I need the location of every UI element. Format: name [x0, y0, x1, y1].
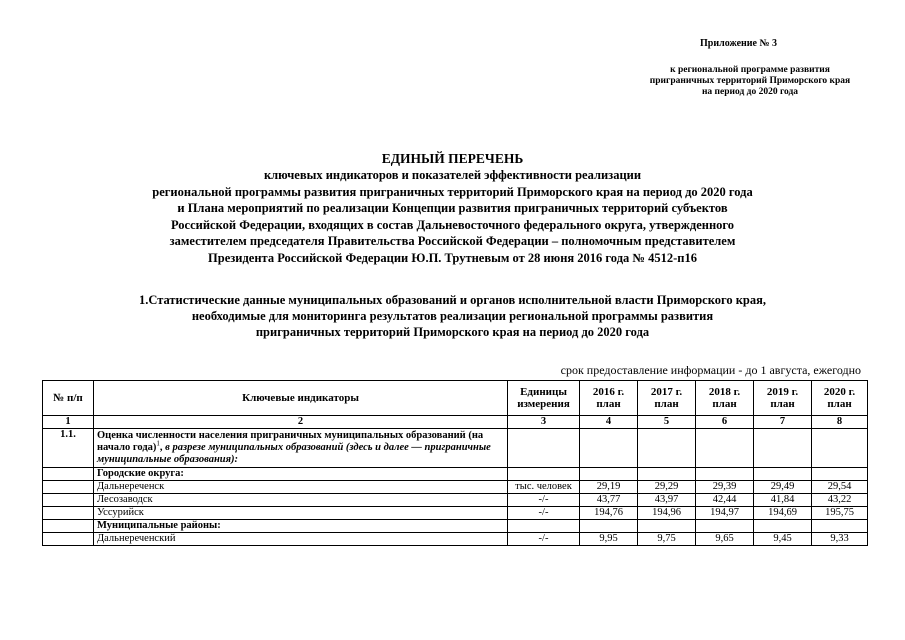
appendix-title: Приложение № 3	[700, 38, 778, 49]
empty-cell	[638, 520, 696, 533]
empty-cell	[43, 481, 94, 494]
value-2020: 29,54	[812, 481, 868, 494]
column-number: 8	[812, 416, 868, 429]
empty-cell	[812, 429, 868, 468]
value-2020: 43,22	[812, 494, 868, 507]
empty-cell	[580, 520, 638, 533]
title-line: Президента Российской Федерации Ю.П. Трутневым от 28 июня 2016 года № 4512-п16	[208, 250, 697, 265]
appendix-line: приграничных территорий Приморского края	[649, 76, 851, 86]
empty-cell	[43, 520, 94, 533]
row-name: Уссурийск	[94, 507, 508, 520]
column-number: 5	[638, 416, 696, 429]
row-name: Дальнереченск	[94, 481, 508, 494]
value-2019: 9,45	[754, 533, 812, 546]
column-number-row	[43, 416, 868, 429]
indicator-description	[94, 429, 508, 468]
empty-cell	[508, 468, 580, 481]
title-line: Российской Федерации, входящих в состав Дальневосточного федерального округа, утвержденного	[170, 217, 735, 232]
group-label: Муниципальные районы:	[94, 520, 508, 533]
row-unit: тыс. человек	[508, 481, 580, 494]
indicator-separator: ,	[159, 442, 166, 453]
indicator-row	[43, 429, 868, 468]
title-line: и Плана мероприятий по реализации Концепции развития приграничных территорий субъектов	[177, 201, 728, 215]
header-2017: 2017 г. план	[638, 381, 696, 416]
column-number: 2	[94, 416, 508, 429]
value-2018: 194,97	[696, 507, 754, 520]
group-row-municipal	[43, 520, 868, 533]
table-row	[43, 507, 868, 520]
value-2016: 43,77	[580, 494, 638, 507]
empty-cell	[43, 533, 94, 546]
title-heading: ЕДИНЫЙ ПЕРЕЧЕНЬ	[381, 151, 524, 166]
value-2020: 195,75	[812, 507, 868, 520]
section-line: приграничных территорий Приморского края на период до 2020 года	[255, 325, 650, 339]
table-row	[43, 533, 868, 546]
empty-cell	[696, 429, 754, 468]
appendix-line: к региональной программе развития	[670, 65, 830, 75]
deadline-note: срок предоставление информации - до 1 августа, ежегодно	[560, 363, 861, 377]
document-title	[0, 151, 905, 266]
empty-cell	[754, 468, 812, 481]
header-num: № п/п	[43, 381, 94, 416]
indicator-breakdown-note: в разрезе муниципальных образований (здесь и далее — приграничные муниципальные образования):	[97, 442, 491, 465]
table-header-row	[43, 381, 868, 416]
value-2016: 29,19	[580, 481, 638, 494]
indicators-table	[42, 380, 868, 546]
header-unit: Единицы измерения	[508, 381, 580, 416]
empty-cell	[638, 468, 696, 481]
header-2019: 2019 г. план	[754, 381, 812, 416]
title-line: региональной программы развития приграничных территорий Приморского края на период до 2020 года	[152, 184, 753, 199]
header-2018: 2018 г. план	[696, 381, 754, 416]
value-2017: 43,97	[638, 494, 696, 507]
header-indicator: Ключевые индикаторы	[94, 381, 508, 416]
title-line: ключевых индикаторов и показателей эффективности реализации	[263, 168, 642, 182]
value-2017: 194,96	[638, 507, 696, 520]
empty-cell	[696, 468, 754, 481]
empty-cell	[43, 468, 94, 481]
empty-cell	[638, 429, 696, 468]
row-unit: -/-	[508, 494, 580, 507]
empty-cell	[43, 494, 94, 507]
row-name: Дальнереченский	[94, 533, 508, 546]
indicator-text: Оценка численности населения приграничных муниципальных образований (на начало года)	[97, 430, 484, 453]
value-2020: 9,33	[812, 533, 868, 546]
empty-cell	[754, 429, 812, 468]
title-line: заместителем председателя Правительства Российской Федерации – полномочным представителем	[169, 234, 736, 248]
column-number: 6	[696, 416, 754, 429]
header-2016: 2016 г. план	[580, 381, 638, 416]
appendix-line: на период до 2020 года	[701, 87, 799, 97]
value-2017: 9,75	[638, 533, 696, 546]
indicator-number: 1.1.	[43, 429, 94, 468]
empty-cell	[508, 520, 580, 533]
column-number: 1	[43, 416, 94, 429]
table-row	[43, 494, 868, 507]
value-2018: 9,65	[696, 533, 754, 546]
value-2019: 29,49	[754, 481, 812, 494]
row-unit: -/-	[508, 533, 580, 546]
empty-cell	[508, 429, 580, 468]
section-line: 1.Статистические данные муниципальных образований и органов исполнительной власти Приморского края,	[138, 293, 767, 307]
section-line: необходимые для мониторинга результатов реализации региональной программы развития	[191, 309, 714, 323]
section-title	[0, 292, 905, 340]
column-number: 3	[508, 416, 580, 429]
header-2020: 2020 г. план	[812, 381, 868, 416]
value-2016: 9,95	[580, 533, 638, 546]
row-unit: -/-	[508, 507, 580, 520]
empty-cell	[812, 468, 868, 481]
empty-cell	[812, 520, 868, 533]
group-row-urban	[43, 468, 868, 481]
empty-cell	[580, 429, 638, 468]
group-label: Городские округа:	[94, 468, 508, 481]
value-2018: 29,39	[696, 481, 754, 494]
value-2016: 194,76	[580, 507, 638, 520]
empty-cell	[580, 468, 638, 481]
empty-cell	[754, 520, 812, 533]
footnote-marker: 1	[156, 439, 160, 448]
appendix-subtitle	[600, 65, 900, 98]
value-2017: 29,29	[638, 481, 696, 494]
value-2019: 41,84	[754, 494, 812, 507]
empty-cell	[43, 507, 94, 520]
table-row	[43, 481, 868, 494]
column-number: 4	[580, 416, 638, 429]
value-2018: 42,44	[696, 494, 754, 507]
value-2019: 194,69	[754, 507, 812, 520]
column-number: 7	[754, 416, 812, 429]
empty-cell	[696, 520, 754, 533]
row-name: Лесозаводск	[94, 494, 508, 507]
